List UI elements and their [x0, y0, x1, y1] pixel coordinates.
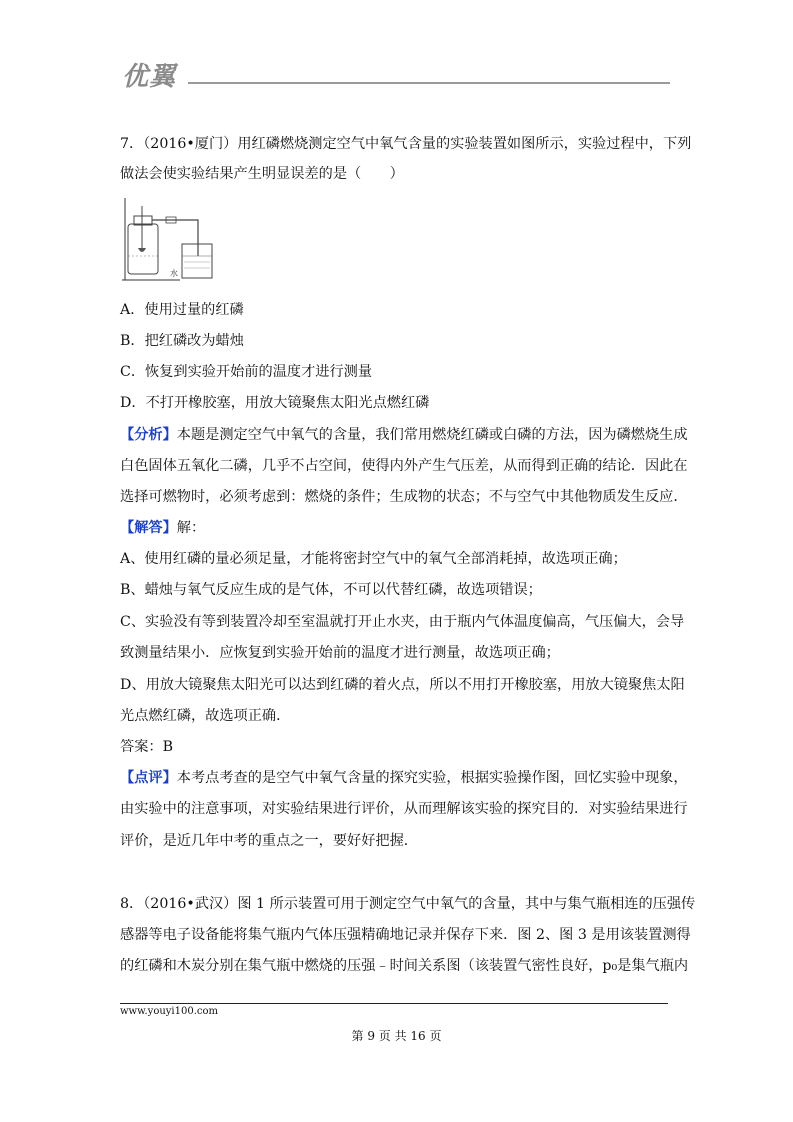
- q7-stem-line2: 做法会使实验结果产生明显误差的是（ ）: [120, 166, 404, 182]
- answer-tag: 【解答】: [120, 520, 177, 536]
- comment-text: 本考点考查的是空气中氧气含量的探究实验，根据实验操作图，回忆实验中现象，: [176, 770, 688, 786]
- q7-comment-line3: 评价，是近几年中考的重点之一，要好好把握．: [120, 833, 418, 849]
- page-number: 第 9 页 共 16 页: [351, 1029, 442, 1043]
- header-divider: [188, 82, 670, 84]
- q7-final-answer: 答案：B: [120, 739, 173, 755]
- footer-divider: [120, 1003, 668, 1004]
- q7-analysis-line1: [120, 425, 688, 445]
- q7-option-b: B．把红磷改为蜡烛: [120, 333, 244, 349]
- brand-logo: 优翼: [122, 62, 177, 92]
- apparatus-figure: [120, 196, 220, 284]
- comment-tag: 【点评】: [120, 770, 177, 786]
- q7-comment-line2: 由实验中的注意事项，对实验结果进行评价，从而理解该实验的探究目的．对实验结果进行: [120, 801, 688, 817]
- q7-option-a: A．使用过量的红磷: [120, 302, 244, 318]
- q7-answer-line-a: A、使用红磷的量必须足量，才能将密封空气中的氧气全部消耗掉，故选项正确；: [120, 551, 627, 567]
- q8-stem-line2: 感器等电子设备能将集气瓶内气体压强精确地记录并保存下来．图 2、图 3 是用该装置测得: [120, 927, 691, 943]
- answer-intro: 解：: [176, 520, 206, 536]
- q7-answer-line-d2: 光点燃红磷，故选项正确．: [120, 708, 291, 724]
- analysis-tag: 【分析】: [120, 427, 177, 443]
- q7-answer-intro-line: [120, 518, 205, 538]
- q7-analysis-line3: 选择可燃物时，必须考虑到：燃烧的条件；生成物的状态；不与空气中其他物质发生反应．: [120, 489, 688, 505]
- q7-answer-line-b: B、蜡烛与氧气反应生成的是气体，不可以代替红磷，故选项错误；: [120, 582, 542, 598]
- footer-url: www.youyi100.com: [120, 1006, 218, 1017]
- q7-comment-line1: [120, 768, 688, 788]
- analysis-text: 本题是测定空气中氧气的含量，我们常用燃烧红磷或白磷的方法，因为磷燃烧生成: [176, 427, 688, 443]
- q7-option-d: D．不打开橡胶塞，用放大镜聚焦太阳光点燃红磷: [120, 395, 430, 411]
- q7-answer-line-c1: C、实验没有等到装置冷却至室温就打开止水夹，由于瓶内气体温度偏高，气压偏大，会导: [120, 614, 685, 630]
- figure-water-label: 水: [170, 269, 178, 278]
- q8-stem-line3: 的红磷和木炭分别在集气瓶中燃烧的压强﹣时间关系图（该装置气密性良好，p₀是集气瓶内: [120, 958, 689, 974]
- q7-answer-line-d1: D、用放大镜聚焦太阳光可以达到红磷的着火点，所以不用打开橡胶塞，用放大镜聚焦太阳: [120, 677, 685, 693]
- q7-answer-line-c2: 致测量结果小．应恢复到实验开始前的温度才进行测量，故选项正确；: [120, 645, 560, 661]
- q7-analysis-line2: 白色固体五氧化二磷，几乎不占空间，使得内外产生气压差，从而得到正确的结论．因此在: [120, 458, 688, 474]
- q7-option-c: C．恢复到实验开始前的温度才进行测量: [120, 364, 373, 380]
- q8-stem-line1: 8．（2016•武汉）图 1 所示装置可用于测定空气中氧气的含量，其中与集气瓶相连的压强传: [120, 896, 696, 912]
- q7-stem-line1: 7．（2016•厦门）用红磷燃烧测定空气中氧气含量的实验装置如图所示，实验过程中，下列: [120, 136, 692, 152]
